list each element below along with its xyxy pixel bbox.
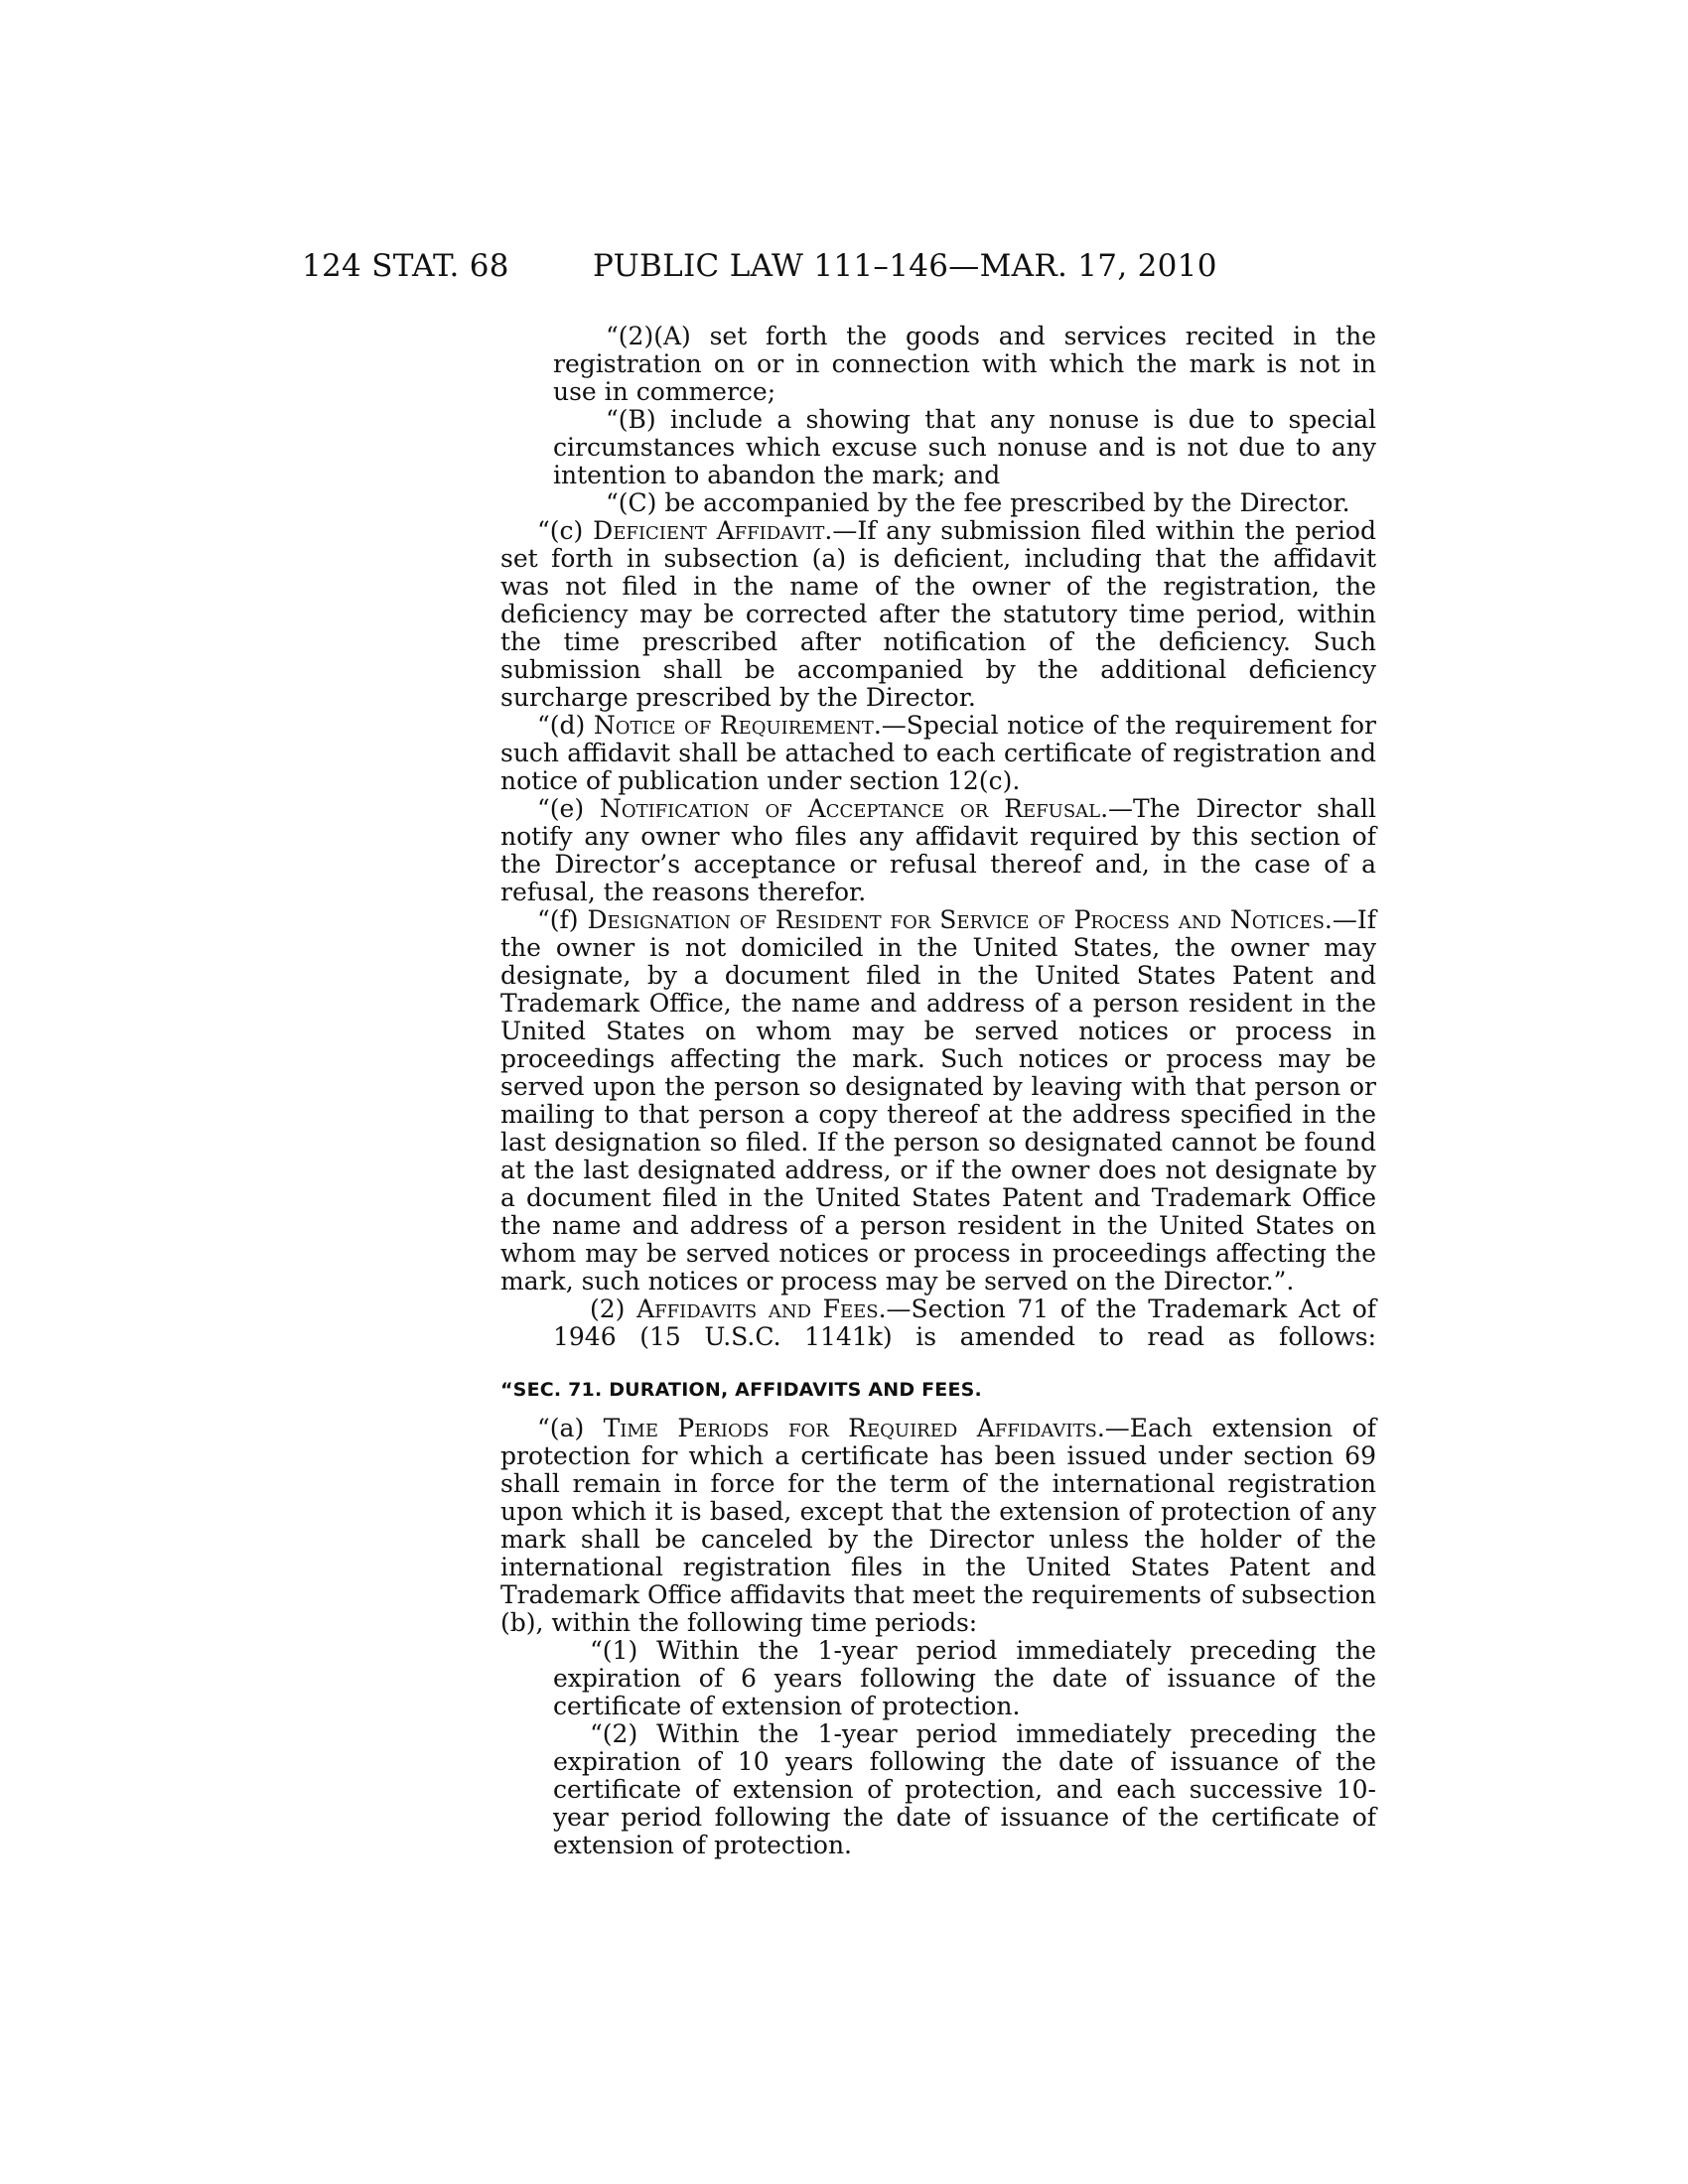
paragraph-f: [500, 906, 1376, 1296]
page-header: [0, 248, 1688, 288]
paragraph-1: “(1) Within the 1-year period immediately preceding the expiration of 6 years following the date of issuance of the certificate of extension of protection.: [553, 1636, 1376, 1720]
section-heading: “SEC. 71. DURATION, AFFIDAVITS AND FEES.: [500, 1379, 982, 1401]
paragraph-2-period: “(2) Within the 1-year period immediately preceding the expiration of 10 years following the date of issuance of the certificate of extension of protection, and each successive 10-year period following the date of issuance of the certificate of extension of protection.: [553, 1719, 1376, 1859]
paragraph-c-prefix: “(c): [537, 516, 594, 545]
paragraph-2-text: .—Section 71 of the Trademark Act of 1946 (15 U.S.C. 1141k) is amended to read as follows:: [553, 1295, 1377, 1351]
paragraph-f-text: .—If the owner is not domiciled in the United States, the owner may designate, by a document filed in the United States Patent and Trademark Office, the name and address of a person resident in the United States on whom may be served notices or process in proceedings affecting the mark. Such notices or process may be served upon the person so designated by leaving with that person or mailing to that person a copy thereof at the address specified in the last designation so filed. If the person so designated cannot be found at the last designated address, or if the owner does not designate by a document filed in the United States Patent and Trademark Office the name and address of a person resident in the United States on whom may be served notices or process in proceedings affecting the mark, such notices or process may be served on the Director.”.: [500, 905, 1376, 1296]
paragraph-c: [500, 517, 1376, 712]
document-body: [500, 323, 1376, 1859]
paragraph-d-heading: Notice of Requirement: [593, 711, 874, 740]
paragraph-e: [500, 795, 1376, 906]
paragraph-a: [500, 1415, 1376, 1637]
paragraph-d-prefix: “(d): [537, 711, 594, 740]
paragraph-a-text: .—Each extension of protection for which a certificate has been issued under section 69 shall remain in force for the term of the international registration upon which it is based, except that the extension of protection of any mark shall be canceled by the Director unless the holder of the international registration files in the United States Patent and Trademark Office affidavits that meet the requirements of subsection (b), within the following time periods:: [500, 1414, 1377, 1637]
paragraph-f-prefix: “(f): [537, 905, 588, 934]
paragraph-2-heading: Affidavits and Fees: [636, 1295, 879, 1323]
running-head: PUBLIC LAW 111–146—MAR. 17, 2010: [593, 248, 1217, 284]
page-number: 124 STAT. 68: [302, 248, 509, 284]
paragraph-e-heading: Notification of Acceptance or Refusal: [599, 794, 1101, 823]
paragraph-a-prefix: “(a): [537, 1414, 604, 1442]
paragraph-C: “(C) be accompanied by the fee prescribed by the Director.: [606, 488, 1350, 517]
paragraph-e-text: .—The Director shall notify any owner who files any affidavit required by this section of the Director’s acceptance or refusal thereof and, in the case of a refusal, the reasons therefor.: [500, 794, 1376, 906]
paragraph-d: [500, 712, 1376, 795]
paragraph-f-heading: Designation of Resident for Service of Process and Notices: [587, 905, 1325, 934]
paragraph-c-text: .—If any submission filed within the period set forth in subsection (a) is deficient, including that the affidavit was not filed in the name of the owner of the registration, the deficiency may be corrected after the statutory time period, within the time prescribed after notification of the deficiency. Such submission shall be accompanied by the additional deficiency surcharge prescribed by the Director.: [500, 516, 1376, 712]
paragraph-d-text: .—Special notice of the requirement for such affidavit shall be attached to each certificate of registration and notice of publication under section 12(c).: [500, 711, 1376, 795]
paragraph-B: “(B) include a showing that any nonuse is due to special circumstances which excuse such nonuse and is not due to any intention to abandon the mark; and: [553, 405, 1376, 489]
paragraph-a-heading: Time Periods for Required Affidavits: [603, 1414, 1097, 1442]
paragraph-c-heading: Deficient Affidavit: [593, 516, 825, 545]
paragraph-2-prefix: (2): [590, 1295, 637, 1323]
paragraph-2-affidavits: [500, 1296, 1376, 1351]
paragraph-e-prefix: “(e): [537, 794, 600, 823]
paragraph-2A: “(2)(A) set forth the goods and services recited in the registration on or in connection with which the mark is not in use in commerce;: [553, 322, 1376, 406]
